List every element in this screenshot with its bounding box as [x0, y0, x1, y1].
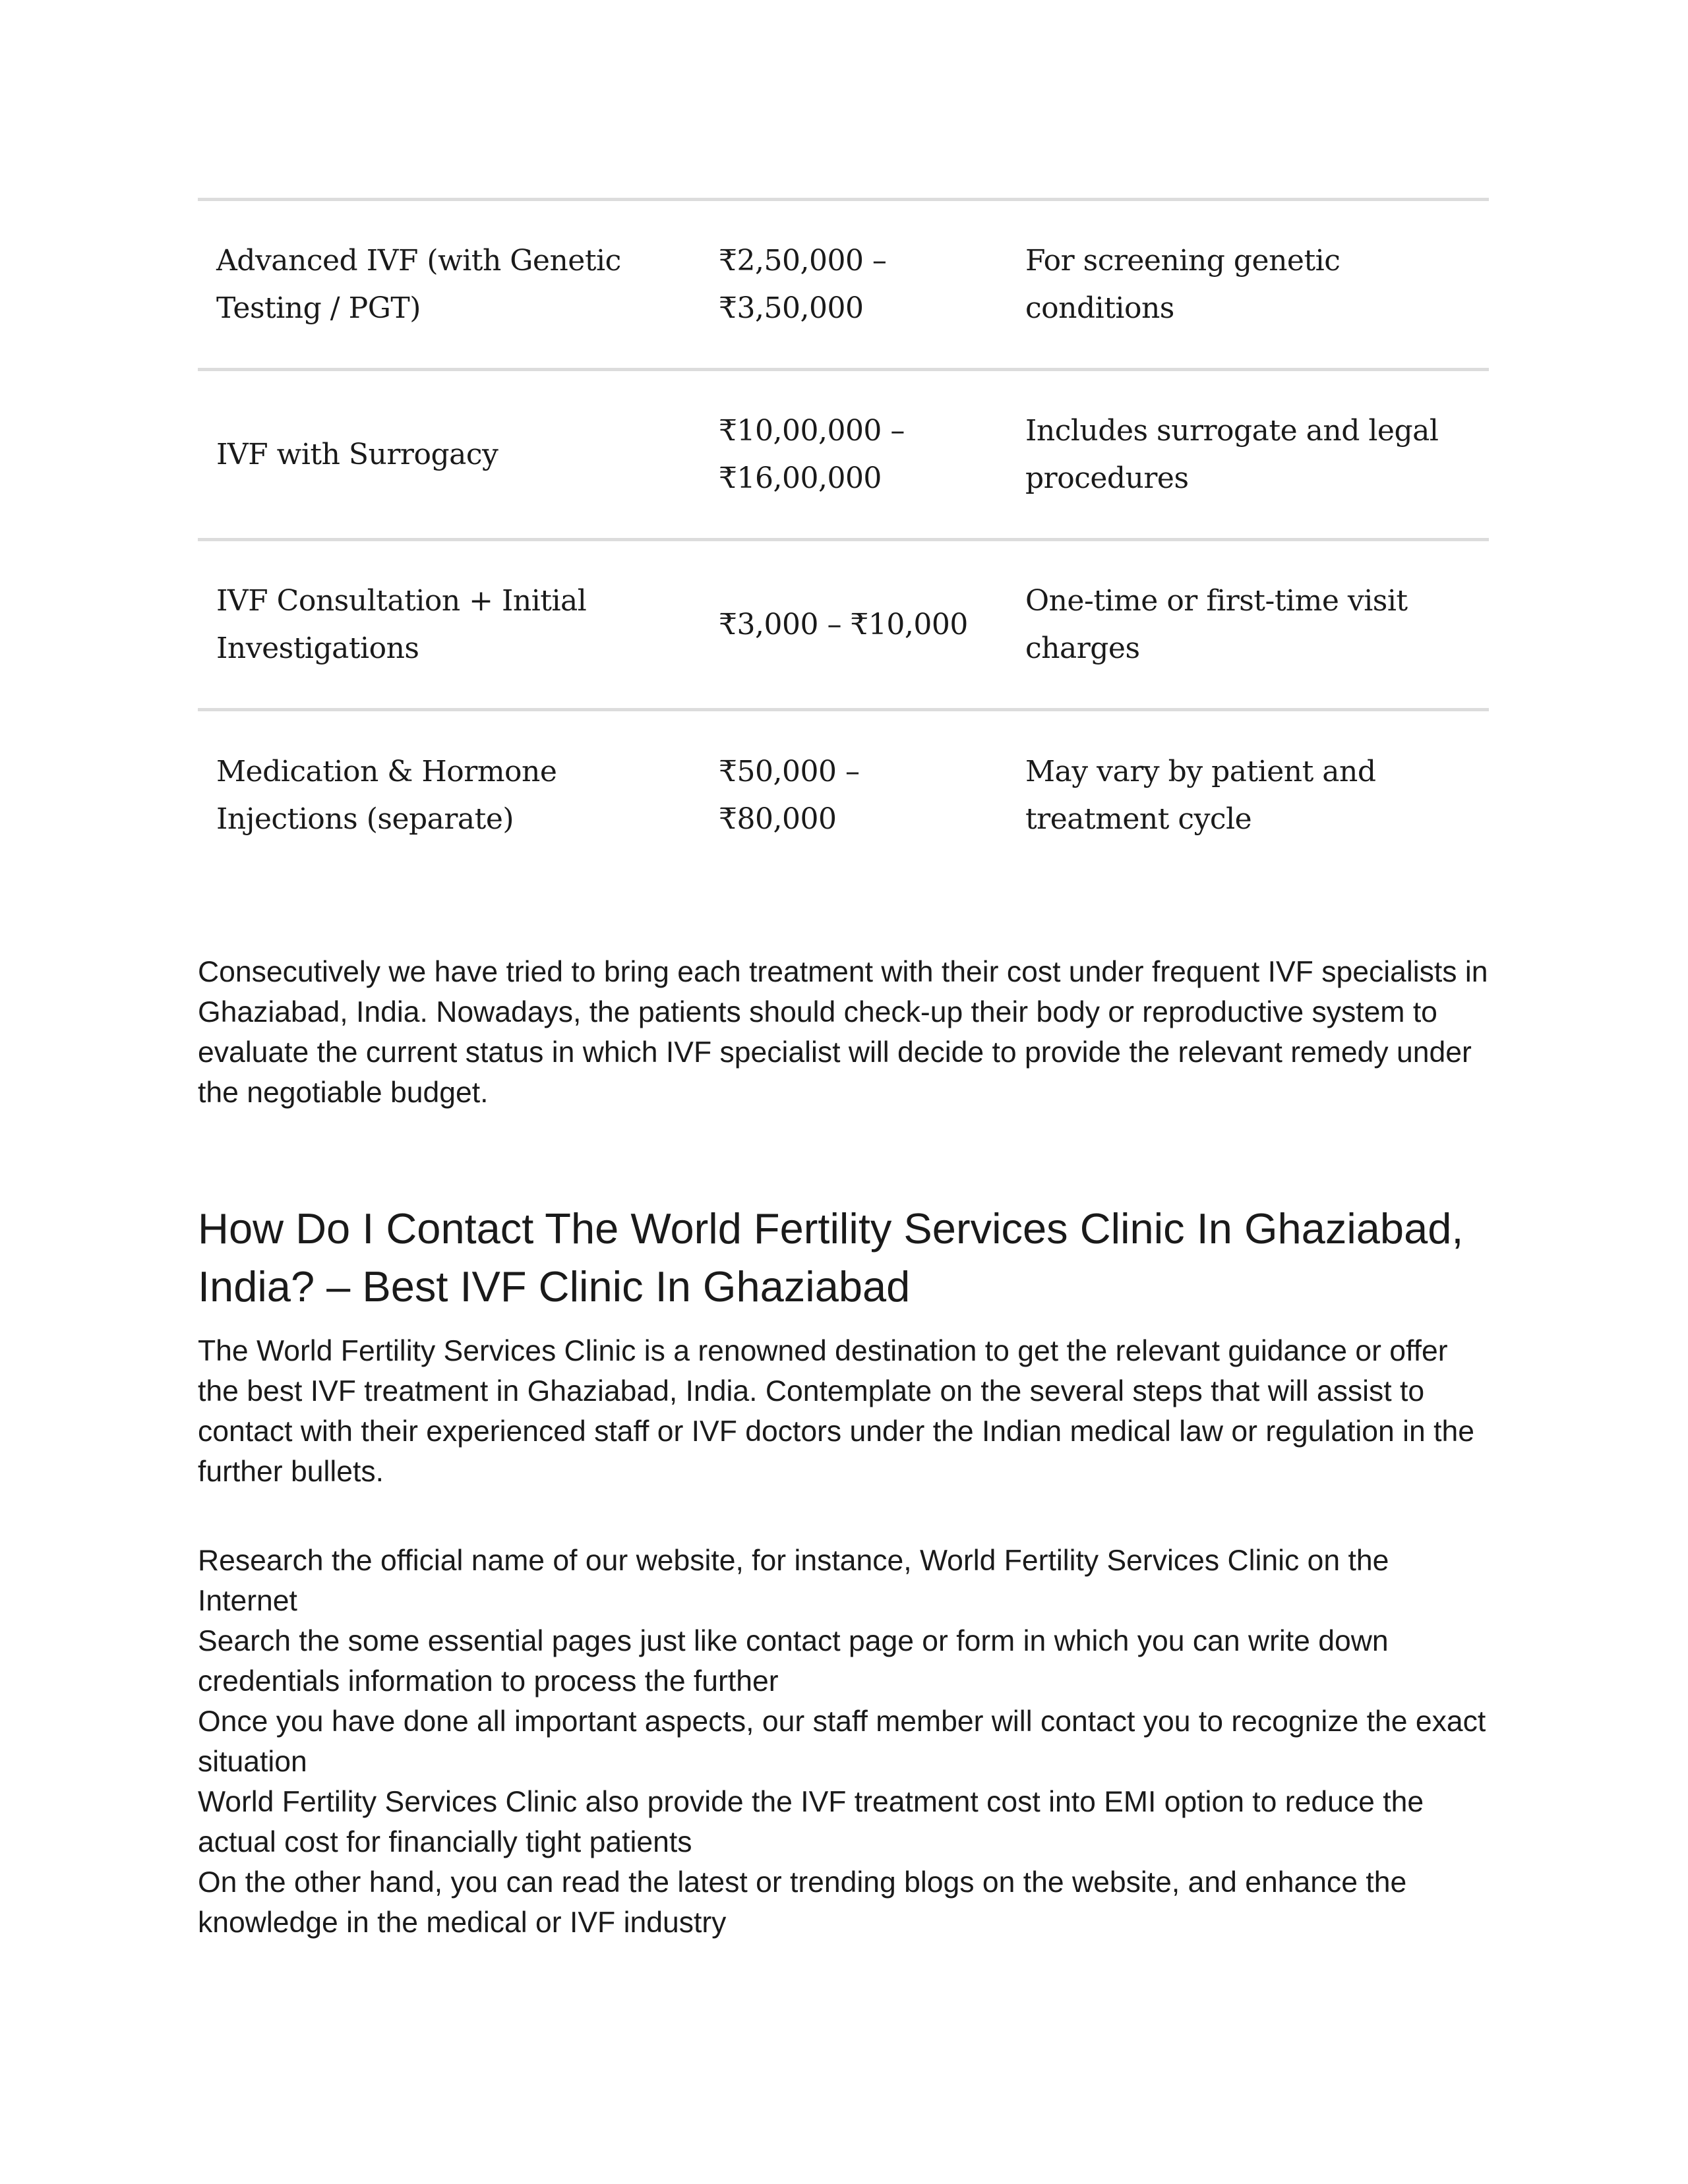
table-row [198, 200, 1489, 370]
table-row [198, 370, 1489, 540]
treatment-cell: Medication & Hormone Injections (separate) [216, 754, 557, 836]
list-item: Research the official name of our website, for instance, World Fertility Services Clinic on the Internet [198, 1545, 1389, 1617]
cost-cell: ₹2,50,000 – ₹3,50,000 [719, 243, 887, 325]
cost-cell: ₹3,000 – ₹10,000 [719, 607, 968, 641]
list-item: Search the some essential pages just like contact page or form in which you can write down credentials information to process the further [198, 1625, 1389, 1697]
notes-cell: One-time or first-time visit charges [1025, 583, 1408, 665]
table-row [198, 710, 1489, 880]
treatment-cell: IVF with Surrogacy [216, 437, 498, 471]
list-item: Once you have done all important aspects, our staff member will contact you to recognize the exact situation [198, 1705, 1486, 1778]
notes-cell: May vary by patient and treatment cycle [1025, 754, 1376, 836]
contact-intro-paragraph: The World Fertility Services Clinic is a renowned destination to get the relevant guidance or offer the best IVF treatment in Ghaziabad, India. Contemplate on the several steps that will assist to contact with their experienced staff or IVF doctors under the Indian medical law or regulation in the further bullets. [198, 1335, 1474, 1488]
contact-steps-list [198, 1541, 1489, 1943]
notes-cell: Includes surrogate and legal procedures [1025, 413, 1439, 495]
contact-section-heading: How Do I Contact The World Fertility Services Clinic In Ghaziabad, India? – Best IVF Clinic In Ghaziabad [198, 1204, 1464, 1311]
treatment-cell: IVF Consultation + Initial Investigations [216, 583, 587, 665]
cost-cell: ₹50,000 – ₹80,000 [719, 754, 860, 836]
treatment-cell: Advanced IVF (with Genetic Testing / PGT) [216, 243, 621, 325]
table-row [198, 540, 1489, 710]
list-item: On the other hand, you can read the latest or trending blogs on the website, and enhance the knowledge in the medical or IVF industry [198, 1866, 1407, 1939]
summary-paragraph: Consecutively we have tried to bring each treatment with their cost under frequent IVF specialists in Ghaziabad, India. Nowadays, the patients should check-up their body or reproductive system to evaluate the current status in which IVF specialist will decide to provide the relevant remedy under the negotiable budget. [198, 956, 1488, 1109]
notes-cell: For screening genetic conditions [1025, 243, 1341, 325]
cost-cell: ₹10,00,000 – ₹16,00,000 [719, 413, 905, 495]
list-item: World Fertility Services Clinic also provide the IVF treatment cost into EMI option to reduce the actual cost for financially tight patients [198, 1786, 1424, 1858]
ivf-cost-table [198, 198, 1489, 880]
